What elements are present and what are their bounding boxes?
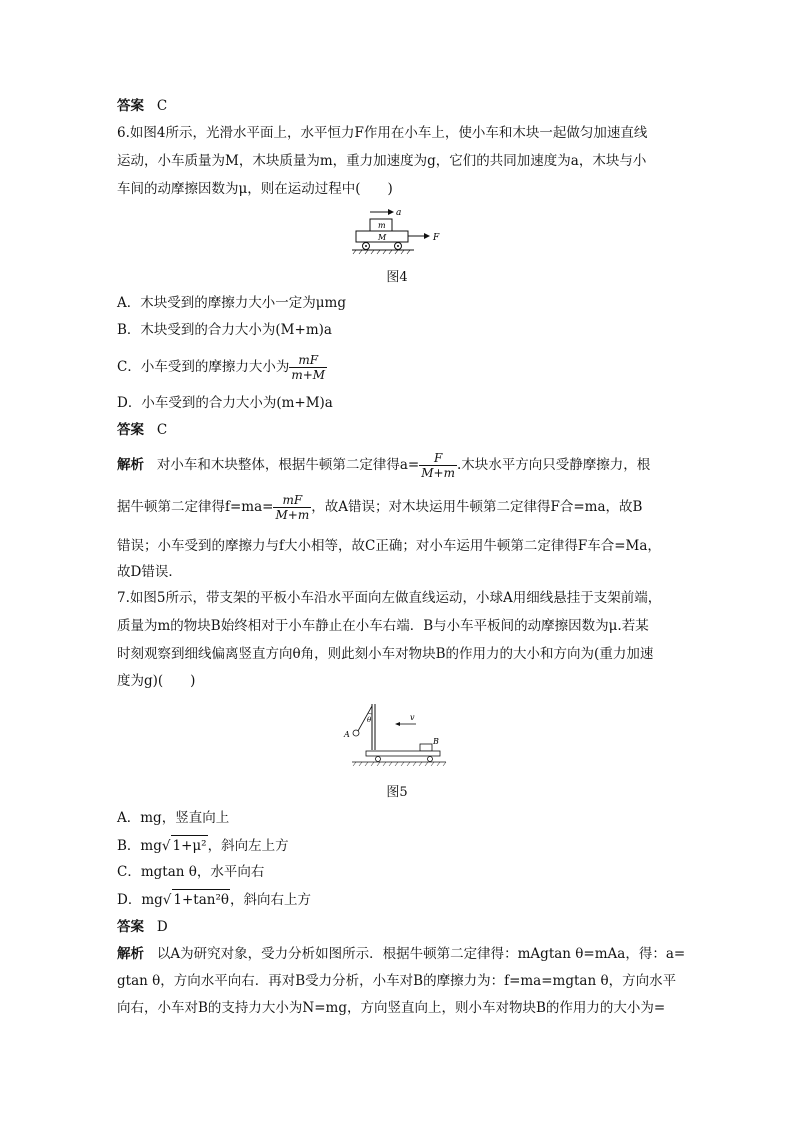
figure-5-caption: 图5: [386, 785, 408, 800]
ball-a-label: A: [344, 730, 350, 739]
q6-option-c: C．小车受到的摩擦力大小为 $\frac{mF}{m+M}$: [117, 353, 326, 382]
q6-stem-line-3: 车间的动摩擦因数为μ，则在运动过程中( ): [117, 181, 393, 197]
q7-stem-line-4: 度为g)( ): [117, 673, 196, 689]
block-m-label: m: [378, 221, 386, 230]
cart-M-label: M: [378, 233, 387, 242]
q6-stem-line-1: 6.如图4所示，光滑水平面上，水平恒力F作用在小车上，使小车和木块一起做匀加速直线: [117, 125, 648, 141]
q6-analysis-line-1: 解析 对小车和木块整体，根据牛顿第二定律得a= $\frac{F}{M+m}$ .木块水平方向只受静摩擦力，根: [117, 451, 651, 480]
ball-a: [353, 730, 359, 736]
figure-5-diagram: [340, 700, 450, 772]
q5-answer: 答案 C: [117, 98, 168, 114]
q7-option-a: A．mg，竖直向上: [117, 810, 230, 826]
q6-analysis-line-2: 据牛顿第二定律得f=ma= $\frac{mF}{M+m}$ ，故A错误；对木块运用牛顿第二定律得F合=ma，故B: [117, 493, 643, 522]
q7-stem-line-2: 质量为m的物块B始终相对于小车静止在小车右端．B与小车平板间的动摩擦因数为μ.若某: [117, 618, 649, 634]
q7-option-c: C．mgtan θ，水平向右: [117, 864, 265, 880]
force-label: F: [433, 233, 440, 243]
q6-stem-line-2: 运动，小车质量为M，木块质量为m，重力加速度为g，它们的共同加速度为a，木块与小: [117, 153, 647, 169]
q7-stem-line-3: 时刻观察到细线偏离竖直方向θ角，则此刻小车对物块B的作用力的大小和方向为(重力加速: [117, 646, 654, 662]
q7-analysis-line-2: gtan θ，方向水平向右．再对B受力分析，小车对B的摩擦力为：f=ma=mgtan θ，方向水平: [117, 973, 677, 989]
q7-option-b: B．mg√ 1+μ²，斜向左上方: [117, 835, 682, 856]
block-b: [420, 744, 432, 751]
q7-answer: 答案 D: [117, 919, 168, 935]
figure-4-caption: 图4: [386, 270, 408, 285]
q7-analysis-line-1: 解析 以A为研究对象，受力分析如图所示．根据牛顿第二定律得：mAgtan θ=mAa，得：a=: [117, 946, 686, 962]
accel-label: a: [396, 208, 402, 218]
q6-option-a: A．木块受到的摩擦力大小一定为μmg: [117, 295, 346, 311]
q6-answer: 答案 C: [117, 422, 168, 438]
q6-option-b: B．木块受到的合力大小为(M+m)a: [117, 322, 332, 338]
block-b-label: B: [433, 737, 439, 746]
q6-analysis-line-4: 故D错误．: [117, 564, 182, 580]
q7-stem-line-1: 7.如图5所示，带支架的平板小车沿水平面向左做直线运动，小球A用细线悬挂于支架前端，: [117, 590, 662, 606]
velocity-label: v: [410, 713, 415, 722]
q6-option-d: D．小车受到的合力大小为(m+M)a: [117, 395, 333, 411]
q7-analysis-line-3: 向右，小车对B的支持力大小为N=mg，方向竖直向上，则小车对物块B的作用力的大小为=: [117, 1000, 666, 1016]
q6-analysis-line-3: 错误；小车受到的摩擦力与f大小相等，故C正确；对小车运用牛顿第二定律得F车合=Ma，: [117, 538, 661, 554]
q7-option-d: D．mg√ 1+tan²θ，斜向右上方: [117, 889, 682, 910]
figure-4-diagram: [348, 203, 448, 255]
q6-option-c-fraction: $\frac{mF}{m+M}$: [291, 353, 326, 382]
theta-label: θ: [367, 716, 372, 724]
